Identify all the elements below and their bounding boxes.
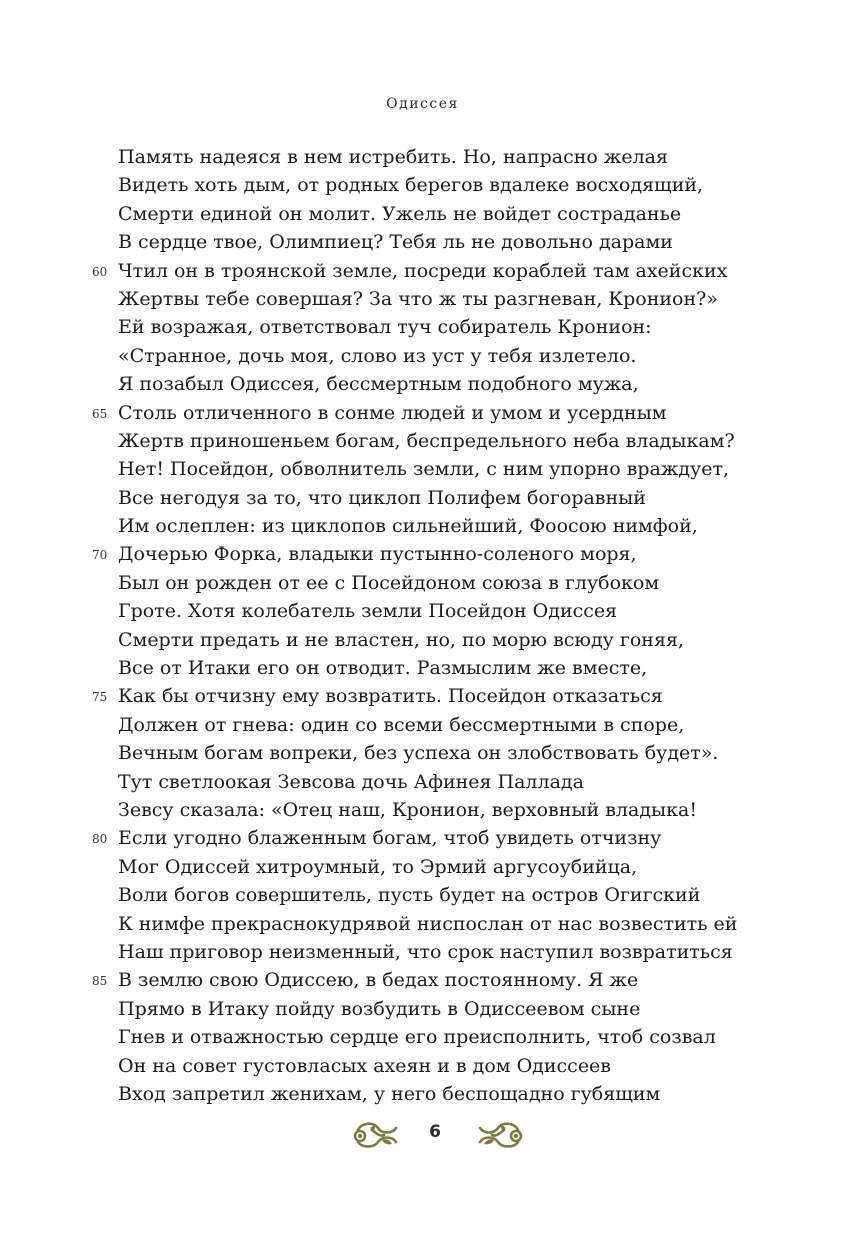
- line-number: 65: [92, 406, 108, 421]
- line-text: Воли богов совершитель, пусть будет на остров Огигский: [118, 884, 701, 907]
- line-text: Наш приговор неизменный, что срок наступил возвратиться: [118, 940, 733, 963]
- line-text: Тут светлоокая Зевсова дочь Афинея Паллада: [118, 770, 584, 793]
- verse-line: [118, 938, 818, 966]
- page-number: 6: [429, 1122, 441, 1142]
- verse-line: [118, 569, 818, 597]
- scroll-ornament-left-icon: [352, 1118, 402, 1152]
- verse-line: [118, 768, 818, 796]
- verse-line: [118, 995, 818, 1023]
- verse-line: [118, 626, 818, 654]
- page-footer: [0, 1118, 845, 1158]
- verse-line: [92, 399, 818, 427]
- line-text: Чтил он в троянской земле, посреди кораблей там ахейских: [118, 259, 728, 282]
- line-text: Ей возражая, ответствовал туч собиратель Кронион:: [118, 316, 652, 339]
- verse-line: [118, 1080, 818, 1108]
- verse-line: [118, 313, 818, 341]
- line-text: Должен от гнева: один со всеми бессмертными в споре,: [118, 713, 685, 736]
- line-text: Жертвы тебе совершая? За что ж ты разгневан, Кронион?»: [118, 287, 718, 310]
- verse-line: [92, 257, 818, 285]
- line-text: Был он рожден от ее с Посейдоном союза в глубоком: [118, 571, 660, 594]
- verse-line: [118, 171, 818, 199]
- verse-line: [118, 739, 818, 767]
- verse-line: [118, 484, 818, 512]
- line-text: Я позабыл Одиссея, бессмертным подобного мужа,: [118, 373, 639, 396]
- verse-line: [118, 427, 818, 455]
- verse-line: [118, 910, 818, 938]
- verse-line: [118, 342, 818, 370]
- verse-line: [118, 796, 818, 824]
- line-text: Им ослеплен: из циклопов сильнейший, Фоосою нимфой,: [118, 515, 698, 538]
- line-text: «Странное, дочь моя, слово из уст у тебя излетело.: [118, 344, 637, 367]
- verse-text-block: [92, 143, 818, 1108]
- line-text: Нет! Посейдон, обволнитель земли, с ним упорно враждует,: [118, 458, 730, 481]
- verse-line: [118, 853, 818, 881]
- line-text: Дочерью Форка, владыки пустынно-соленого моря,: [118, 543, 637, 566]
- verse-line: [118, 200, 818, 228]
- verse-line: [92, 966, 818, 994]
- line-text: В сердце твое, Олимпиец? Тебя ль не довольно дарами: [118, 231, 673, 254]
- line-text: Жертв приношеньем богам, беспредельного неба владыкам?: [118, 429, 735, 452]
- verse-line: [118, 1023, 818, 1051]
- verse-line: [118, 597, 818, 625]
- line-text: Все от Итаки его он отводит. Размыслим же вместе,: [118, 657, 648, 680]
- verse-line: [92, 824, 818, 852]
- line-text: Гнев и отважностью сердце его преисполнить, чтоб созвал: [118, 1026, 716, 1049]
- line-text: В землю свою Одиссею, в бедах постоянному. Я же: [118, 969, 639, 992]
- line-text: Видеть хоть дым, от родных берегов вдалеке восходящий,: [118, 174, 704, 197]
- verse-line: [118, 370, 818, 398]
- verse-line: [118, 143, 818, 171]
- verse-line: [92, 682, 818, 710]
- line-text: Смерти единой он молит. Ужель не войдет состраданье: [118, 202, 682, 225]
- verse-line: [92, 540, 818, 568]
- line-text: Гроте. Хотя колебатель земли Посейдон Одиссея: [118, 600, 618, 623]
- line-text: Вход запретил женихам, у него беспощадно губящим: [118, 1082, 661, 1105]
- verse-line: [118, 228, 818, 256]
- verse-line: [118, 285, 818, 313]
- line-text: Вечным богам вопреки, без успеха он злобствовать будет».: [118, 742, 719, 765]
- verse-line: [118, 881, 818, 909]
- verse-line: [118, 512, 818, 540]
- line-text: Он на совет густовласых ахеян и в дом Одиссеев: [118, 1054, 611, 1077]
- line-text: Если угодно блаженным богам, чтоб увидеть отчизну: [118, 827, 662, 850]
- verse-line: [118, 455, 818, 483]
- line-number: 70: [92, 548, 108, 563]
- line-text: Столь отличенного в сонме людей и умом и усердным: [118, 401, 667, 424]
- line-number: 75: [92, 690, 108, 705]
- line-number: 60: [92, 264, 108, 279]
- scroll-ornament-right-icon: [474, 1118, 524, 1152]
- line-text: Как бы отчизну ему возвратить. Посейдон отказаться: [118, 685, 663, 708]
- line-text: К нимфе прекраснокудрявой ниспослан от нас возвестить ей: [118, 912, 738, 935]
- verse-line: [118, 1052, 818, 1080]
- line-text: Смерти предать и не властен, но, по морю всюду гоняя,: [118, 628, 684, 651]
- line-text: Память надеяся в нем истребить. Но, напрасно желая: [118, 146, 668, 168]
- verse-line: [118, 711, 818, 739]
- line-text: Все негодуя за то, что циклоп Полифем богоравный: [118, 486, 646, 509]
- line-text: Прямо в Итаку пойду возбудить в Одиссеевом сыне: [118, 997, 641, 1020]
- verse-line: [118, 654, 818, 682]
- line-text: Зевсу сказала: «Отец наш, Кронион, верховный владыка!: [118, 798, 697, 821]
- line-number: 80: [92, 832, 108, 847]
- line-text: Мог Одиссей хитроумный, то Эрмий аргусоубийца,: [118, 855, 638, 878]
- line-number: 85: [92, 974, 108, 989]
- running-header-title: Одиссея: [386, 96, 459, 112]
